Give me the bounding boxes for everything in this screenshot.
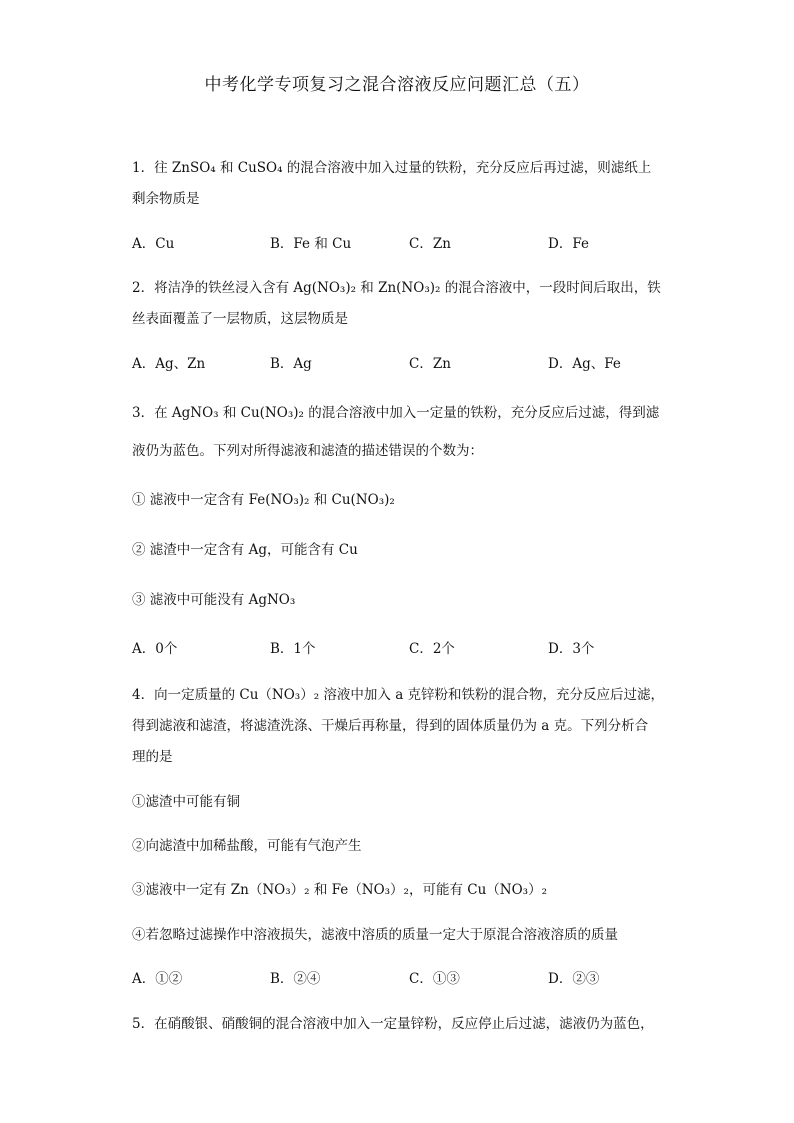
q4-stem-line2: 得到滤液和滤渣，将滤渣洗涤、干燥后再称量，得到的固体质量仍为 a 克。下列分析合	[132, 718, 649, 734]
q1-option-c: C．Zn	[409, 236, 451, 252]
q3-statement-2: ② 滤渣中一定含有 Ag，可能含有 Cu	[132, 542, 358, 558]
q2-option-c: C．Zn	[409, 356, 451, 372]
q4-option-d: D．②③	[548, 971, 600, 987]
q3-option-a: A．0个	[132, 641, 178, 657]
q1-option-a: A．Cu	[132, 236, 175, 252]
q3-option-d: D．3个	[548, 641, 595, 657]
q2-stem-line1: 2．将洁净的铁丝浸入含有 Ag(NO₃)₂ 和 Zn(NO₃)₂ 的混合溶液中，一段时间后取出，铁	[132, 280, 661, 296]
q1-option-d: D．Fe	[548, 236, 589, 252]
q3-option-c: C．2个	[409, 641, 455, 657]
q4-option-c: C．①③	[409, 971, 460, 987]
q5-stem-line1: 5．在硝酸银、硝酸铜的混合溶液中加入一定量锌粉，反应停止后过滤，滤液仍为蓝色，	[132, 1016, 654, 1032]
q4-option-a: A．①②	[132, 971, 183, 987]
q4-statement-1: ①滤渣中可能有铜	[132, 794, 240, 810]
q3-stem-line1: 3．在 AgNO₃ 和 Cu(NO₃)₂ 的混合溶液中加入一定量的铁粉，充分反应后过滤，得到滤	[132, 405, 660, 421]
q2-option-b: B．Ag	[270, 356, 312, 372]
q2-option-d: D．Ag、Fe	[548, 356, 621, 372]
q3-statement-3: ③ 滤液中可能没有 AgNO₃	[132, 592, 296, 608]
q4-statement-2: ②向滤渣中加稀盐酸，可能有气泡产生	[132, 838, 362, 854]
q4-statement-4: ④若忽略过滤操作中溶液损失，滤液中溶质的质量一定大于原混合溶液溶质的质量	[132, 927, 618, 943]
q2-stem-line2: 丝表面覆盖了一层物质，这层物质是	[132, 311, 348, 327]
q2-option-a: A．Ag、Zn	[132, 356, 206, 372]
q1-stem-line1: 1．往 ZnSO₄ 和 CuSO₄ 的混合溶液中加入过量的铁粉，充分反应后再过滤，则滤纸上	[132, 160, 652, 176]
q3-option-b: B．1个	[270, 641, 316, 657]
q3-statement-1: ① 滤液中一定含有 Fe(NO₃)₂ 和 Cu(NO₃)₂	[132, 492, 395, 508]
q4-stem-line1: 4．向一定质量的 Cu（NO₃）₂ 溶液中加入 a 克锌粉和铁粉的混合物，充分反应后过滤，	[132, 687, 665, 703]
q3-stem-line2: 液仍为蓝色。下列对所得滤液和滤渣的描述错误的个数为：	[132, 443, 483, 459]
q4-option-b: B．②④	[270, 971, 321, 987]
q1-option-b: B．Fe 和 Cu	[270, 236, 352, 252]
q1-stem-line2: 剩余物质是	[132, 191, 200, 207]
q4-statement-3: ③滤液中一定有 Zn（NO₃）₂ 和 Fe（NO₃）₂，可能有 Cu（NO₃）₂	[132, 882, 547, 898]
page-title: 中考化学专项复习之混合溶液反应问题汇总（五）	[204, 75, 590, 95]
q4-stem-line3: 理的是	[132, 749, 173, 765]
